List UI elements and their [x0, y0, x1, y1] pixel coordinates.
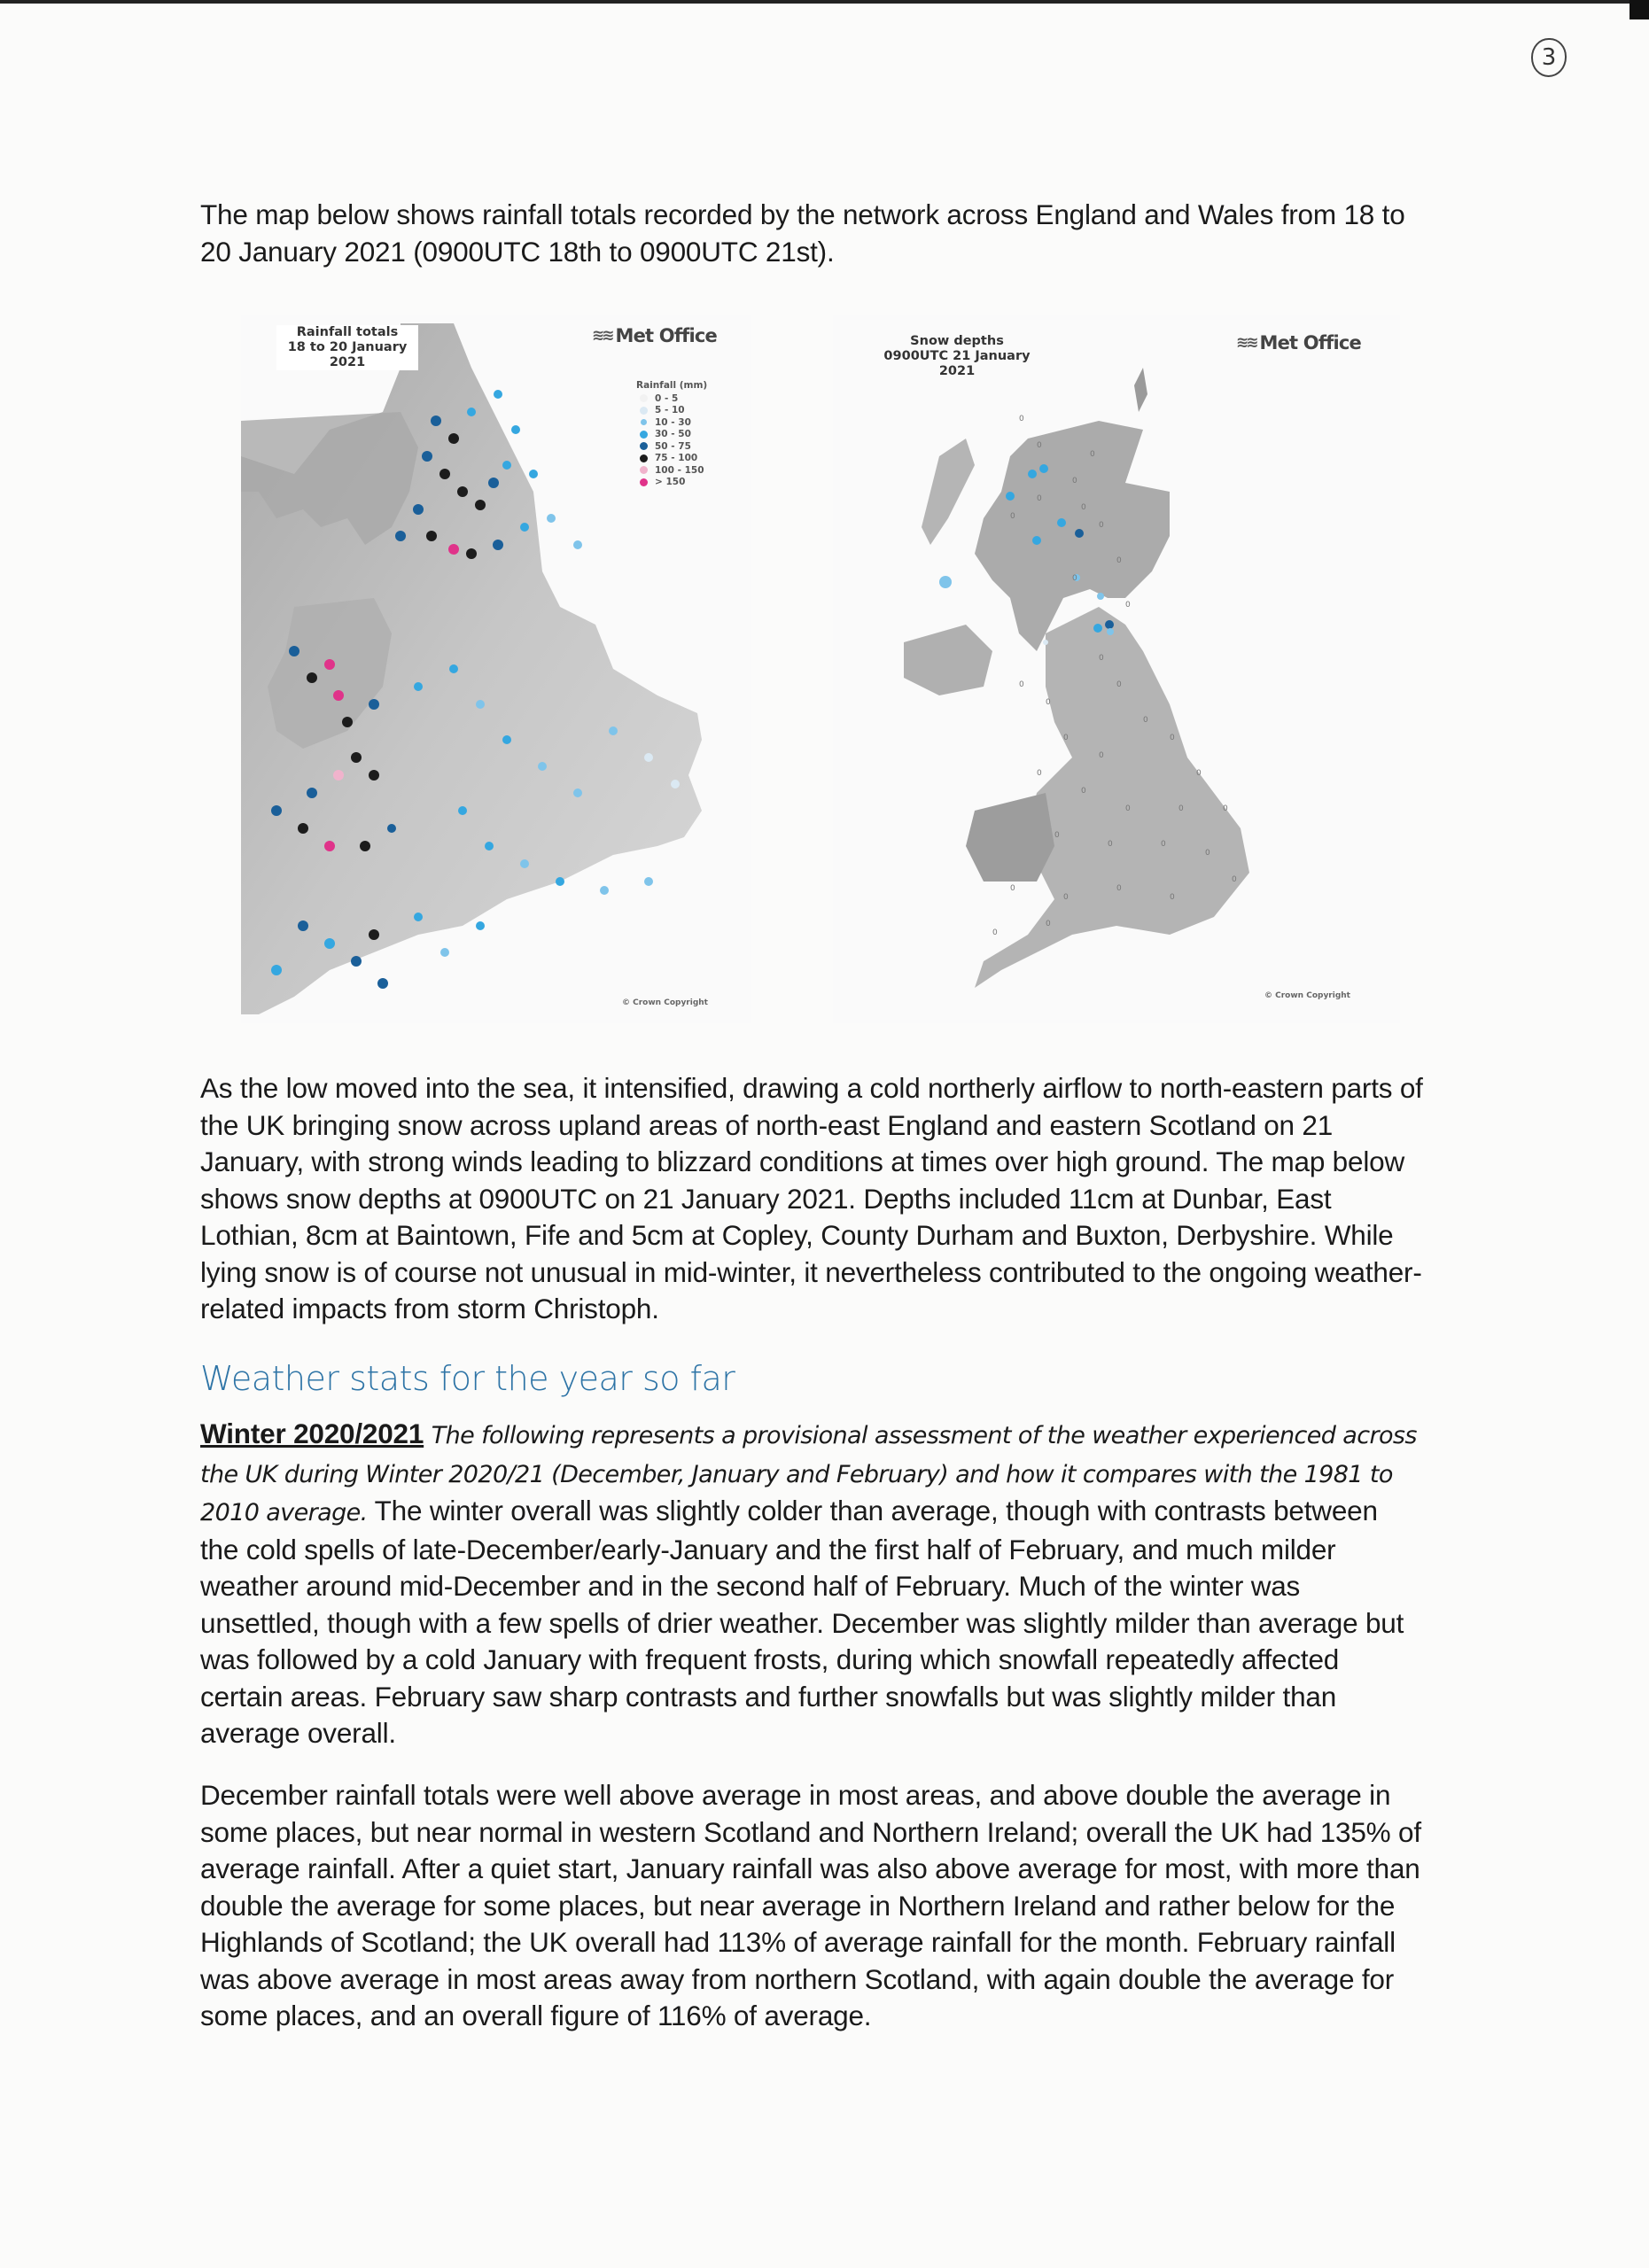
legend-dot-icon: [640, 454, 648, 462]
svg-text:0: 0: [1116, 884, 1122, 893]
svg-text:0: 0: [1205, 849, 1210, 858]
winter-body: The winter overall was slightly colder than average, though with contrasts between the cold spells of late-December/early-January and the first half of February, and much milder weather around mid-December and in the second half of February. Much of the winter was unsettled, though with a few spells of drier weather. December was slightly milder than average but was followed by a cold January with frequent frosts, during which snowfall repeatedly affected certain areas. February saw sharp contrasts and further snowfalls but was slightly milder than average overall.: [200, 1495, 1404, 1749]
svg-text:0: 0: [1072, 477, 1077, 485]
legend-label: 100 - 150: [655, 464, 704, 476]
svg-text:0: 0: [1125, 601, 1131, 610]
legend-row: [636, 429, 707, 441]
winter-paragraph: [200, 1416, 1423, 1752]
legend-label: > 150: [655, 477, 686, 488]
met-office-brand-text: Met Office: [615, 325, 718, 346]
legend-label: 50 - 75: [655, 440, 691, 452]
legend-label: 75 - 100: [655, 453, 698, 464]
svg-text:0: 0: [1170, 893, 1175, 902]
svg-text:0: 0: [1099, 521, 1104, 530]
rainfall-legend: [636, 380, 707, 488]
snow-paragraph: As the low moved into the sea, it intensified, drawing a cold northerly airflow to north-eastern parts of the UK bringing snow across upland areas of north-east England and eastern Scotland on 21 January, with strong winds leading to blizzard conditions at times over high ground. The map below shows snow depths at 0900UTC on 21 January 2021. Depths included 11cm at Dunbar, East Lothian, 8cm at Baintown, Fife and 5cm at Copley, County Durham and Buxton, Derbyshire. While lying snow is of course not unusual in mid-winter, it nevertheless contributed to the ongoing weather-related impacts from storm Christoph.: [200, 1072, 1423, 1324]
winter-intro-italic: The following represents a provisional assessment of the weather experienced across the UK during Winter 2020/21 (December, January and February) and how it compares with the 1981 to 2010 average.: [200, 1422, 1417, 1526]
svg-text:0: 0: [1019, 415, 1024, 423]
svg-text:0: 0: [1116, 556, 1122, 565]
legend-dot-icon: [640, 466, 648, 474]
met-office-logo: [1236, 332, 1361, 353]
legend-dot-icon: [640, 478, 648, 486]
legend-title: Rainfall (mm): [636, 380, 708, 391]
legend-dot-icon: [640, 442, 648, 450]
section-heading: Weather stats for the year so far: [200, 1359, 735, 1398]
legend-label: 10 - 30: [655, 416, 691, 428]
svg-text:0: 0: [1081, 787, 1086, 796]
legend-row: [636, 416, 707, 429]
svg-text:0: 0: [1072, 574, 1077, 583]
svg-text:0: 0: [1099, 654, 1104, 663]
rainfall-map-copyright: © Crown Copyright: [622, 998, 708, 1007]
legend-dot-icon: [640, 394, 648, 402]
snow-depth-map: [833, 315, 1400, 1023]
svg-text:0: 0: [992, 928, 998, 937]
snow-map-title: [868, 334, 1046, 379]
svg-text:0: 0: [1063, 893, 1069, 902]
page-number: [1531, 38, 1567, 77]
rainfall-map: [241, 315, 751, 1023]
svg-text:0: 0: [1232, 875, 1237, 884]
legend-row: [636, 405, 707, 417]
map-intro-paragraph: The map below shows rainfall totals recorded by the network across England and Wales from 18 to 20 January 2021 (0900UTC 18th to 0900UTC 21st).: [200, 198, 1405, 268]
svg-text:0: 0: [1010, 884, 1015, 893]
legend-row: [636, 464, 707, 477]
legend-dot-icon: [640, 431, 648, 439]
legend-label: 30 - 50: [655, 429, 691, 440]
legend-row: [636, 392, 707, 405]
svg-text:0: 0: [1037, 769, 1042, 778]
legend-label: 0 - 5: [655, 392, 679, 404]
scan-corner-mark: [1630, 0, 1649, 19]
snow-map-title-line2: 0900UTC 21 January 2021: [883, 349, 1031, 378]
scan-top-edge: [0, 0, 1649, 4]
legend-row: [636, 440, 707, 453]
legend-label: 5 - 10: [655, 405, 685, 416]
page-number-text: 3: [1541, 44, 1557, 71]
svg-text:0: 0: [1116, 680, 1122, 689]
winter-lead: Winter 2020/2021: [200, 1418, 424, 1449]
svg-text:0: 0: [1170, 734, 1175, 742]
svg-text:0: 0: [1108, 840, 1113, 849]
uk-map-graphic: [833, 315, 1400, 1023]
svg-text:0: 0: [1063, 734, 1069, 742]
rainfall-map-title: [276, 325, 418, 370]
svg-text:0: 0: [1143, 716, 1148, 725]
svg-text:0: 0: [1223, 804, 1228, 813]
svg-text:0: 0: [1081, 503, 1086, 512]
svg-text:0: 0: [1037, 441, 1042, 450]
legend-dot-icon: [640, 407, 648, 415]
svg-text:0: 0: [1046, 698, 1051, 707]
svg-text:0: 0: [1178, 804, 1184, 813]
svg-text:0: 0: [1125, 804, 1131, 813]
svg-text:0: 0: [1037, 494, 1042, 503]
met-office-wave-icon: ≋≋: [1236, 334, 1256, 352]
met-office-wave-icon: ≋≋: [592, 327, 612, 345]
snow-map-title-line1: Snow depths: [910, 334, 1004, 348]
svg-text:0: 0: [1046, 920, 1051, 928]
svg-text:0: 0: [1019, 680, 1024, 689]
svg-text:0: 0: [1010, 512, 1015, 521]
svg-text:0: 0: [1161, 840, 1166, 849]
rainfall-map-title-line2: 18 to 20 January 2021: [287, 340, 408, 369]
rainfall-paragraph: December rainfall totals were well above average in most areas, and above double the average in some places, but near normal in western Scotland and Northern Ireland; overall the UK had 135% of average rainfall. After a quiet start, January rainfall was also above average for most, with more than double the average for some places, but near average in Northern Ireland and rather below for the Highlands of Scotland; the UK overall had 113% of average rainfall for the month. February rainfall was above average in most areas away from northern Scotland, with again double the average for some places, and an overall figure of 116% of average.: [200, 1779, 1421, 2031]
svg-text:0: 0: [1054, 831, 1060, 840]
rainfall-map-title-line1: Rainfall totals: [296, 325, 399, 339]
snow-map-copyright: © Crown Copyright: [1264, 991, 1350, 1000]
met-office-brand-text: Met Office: [1259, 332, 1362, 353]
svg-text:0: 0: [1099, 751, 1104, 760]
svg-text:0: 0: [1196, 769, 1202, 778]
svg-text:0: 0: [1090, 450, 1095, 459]
legend-row: [636, 477, 707, 489]
legend-row: [636, 453, 707, 465]
legend-dot-icon: [641, 419, 647, 425]
met-office-logo: [592, 325, 717, 346]
